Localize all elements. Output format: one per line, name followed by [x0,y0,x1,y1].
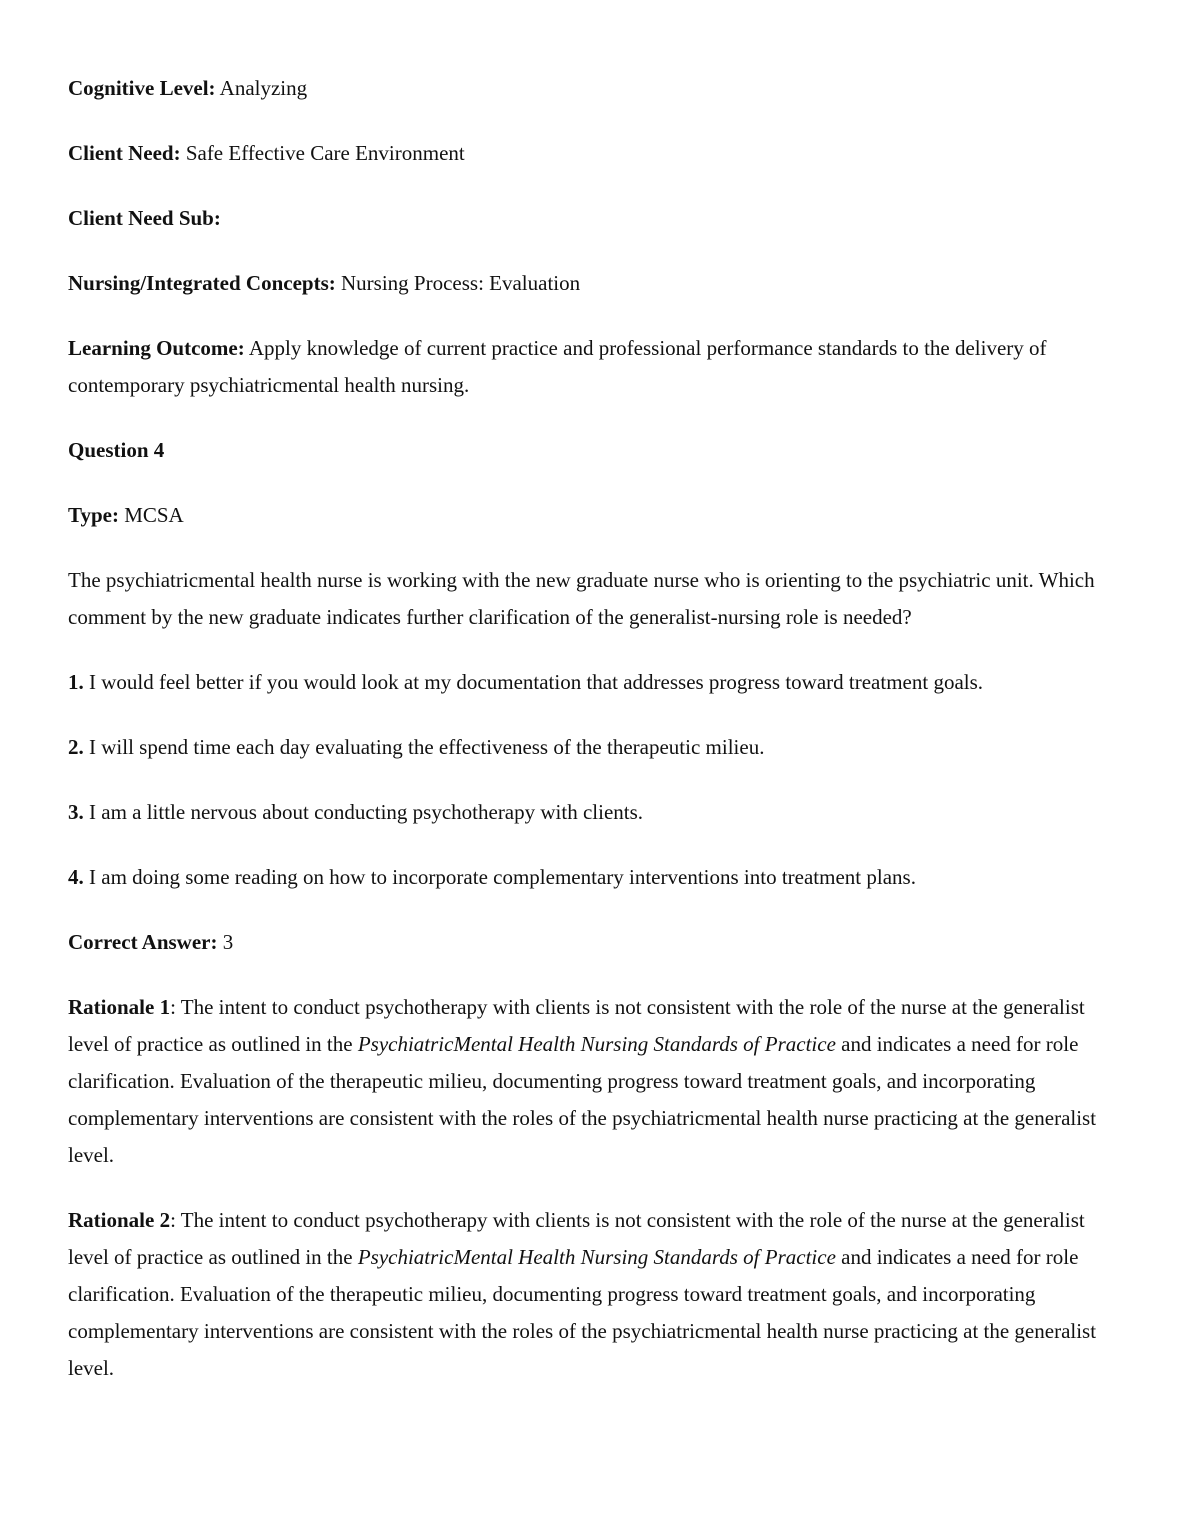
cognitive-level: Cognitive Level: Analyzing [68,76,308,100]
option-2: 2. I will spend time each day evaluating the effectiveness of the therapeutic milieu. [68,735,765,759]
rationale-1: Rationale 1: The intent to conduct psychotherapy with clients is not consistent with the role of the nurse at the generalist level of practice as outlined in the PsychiatricMental Health Nursing Standards of Practice and indicates a need for role clarification. Evaluation of the therapeutic milieu, documenting progress toward treatment goals, and incorporating complementary interventions are consistent with the roles of the psychiatricmental health nurse practicing at the generalist level. [68,995,1097,1167]
question-type: Type: MCSA [68,503,184,527]
option-3: 3. I am a little nervous about conducting psychotherapy with clients. [68,800,644,824]
correct-answer: Correct Answer: 3 [68,930,234,954]
integrated-concepts: Nursing/Integrated Concepts: Nursing Process: Evaluation [68,271,581,295]
option-1: 1. I would feel better if you would look at my documentation that addresses progress toward treatment goals. [68,670,984,694]
document-page [68,70,1113,1415]
question-title: Question 4 [68,438,165,462]
client-need: Client Need: Safe Effective Care Environment [68,141,465,165]
question-stem: The psychiatricmental health nurse is working with the new graduate nurse who is orienting to the psychiatric unit. Which comment by the new graduate indicates further clarification of the generalist-nursing role is needed? [68,568,1095,629]
option-4: 4. I am doing some reading on how to incorporate complementary interventions into treatment plans. [68,865,916,889]
client-need-sub: Client Need Sub: [68,206,221,230]
rationale-2: Rationale 2: The intent to conduct psychotherapy with clients is not consistent with the role of the nurse at the generalist level of practice as outlined in the PsychiatricMental Health Nursing Standards of Practice and indicates a need for role clarification. Evaluation of the therapeutic milieu, documenting progress toward treatment goals, and incorporating complementary interventions are consistent with the roles of the psychiatricmental health nurse practicing at the generalist level. [68,1208,1097,1380]
learning-outcome: Learning Outcome: Apply knowledge of current practice and professional performance standards to the delivery of contemporary psychiatricmental health nursing. [68,336,1047,397]
